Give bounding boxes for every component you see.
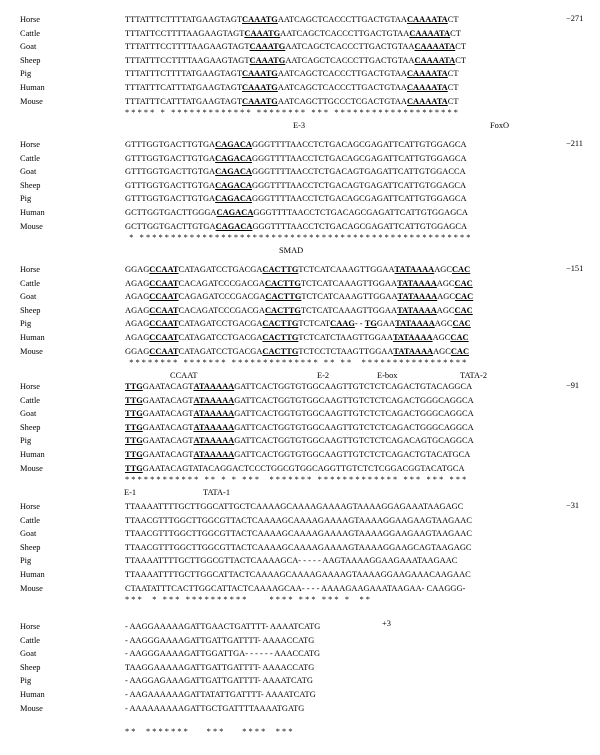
sequence: GTTTGGTGACTTGTGACAGACAGGGTTTTAACCTCTGACAGTGAGATTCATTGTGGACCA <box>125 167 466 177</box>
species-name: Mouse <box>20 221 43 231</box>
species-name: Mouse <box>20 96 43 106</box>
motif: CAGACA <box>216 208 254 217</box>
motif: CACTTG <box>262 333 299 342</box>
position-label: −151 <box>566 264 584 273</box>
motif: CAAAATA <box>409 28 451 38</box>
motif: TATAAAA <box>397 292 438 302</box>
motif: CACTTG <box>264 305 301 315</box>
sequence: TTGGAATACAGTATACAGGACTCCCTGGCGTGGCAGGTTGTCTCTCGGACGGTACATGCA <box>125 463 465 473</box>
motif: CACTTG <box>262 346 299 356</box>
species-name: Human <box>20 333 45 342</box>
motif: CAGACA <box>215 140 252 149</box>
motif: ATAAAAA <box>193 382 235 391</box>
position-label: −91 <box>566 381 580 390</box>
sequence: - AAGGAGAAAGATTGATTGATTTT- AAAATCATG <box>125 676 313 686</box>
position-label: −31 <box>566 501 580 510</box>
species-name: Sheep <box>20 55 41 65</box>
sequence: TTAACGTTTGGCTTGGCGTTACTCAAAAGCAAAAGAAAAGTAAAAGGAAGCAGTAAGAGC <box>125 542 472 552</box>
motif: CAGACA <box>215 153 252 163</box>
motif: CAAATG <box>244 28 281 38</box>
species-name: Pig <box>20 436 32 446</box>
motif: CAAATG <box>249 55 286 65</box>
motif: TG <box>364 319 377 329</box>
motif: CAC <box>454 292 474 302</box>
motif-label: CCAAT <box>170 371 198 381</box>
species-name: Cattle <box>20 635 41 645</box>
motif: TTG <box>125 436 143 446</box>
motif-label: TATA-1 <box>203 488 231 498</box>
motif: ATAAAAA <box>193 409 235 419</box>
motif: CAC <box>450 333 469 342</box>
sequence: - AAAAAAAAAGATTGCTGATTTTAAAATGATG <box>125 703 305 713</box>
species-name: Human <box>20 570 45 579</box>
species-name: Pig <box>20 676 32 686</box>
species-name: Mouse <box>20 583 43 593</box>
species-name: Human <box>20 208 45 217</box>
species-name: Sheep <box>20 305 41 315</box>
species-name: Cattle <box>20 278 41 288</box>
sequence: TTGGAATACAGTATAAAAAGATTCACTGGTGTGGCAAGTTGTCTCTCAGACTGGGCAGGCA <box>125 395 474 405</box>
sequence: GGAGCCAATCATAGATCCTGACGACACTTGTCTCCTCTAAGTTGGAATATAAAAAGCCAC <box>125 346 470 356</box>
position-label: +3 <box>382 619 391 628</box>
conservation-stars: * * * * * * * * * * * * * * * * * * * * * * * * * * * * * * * * * * * * * * * * * * * * * * * * * * * * * * <box>125 233 471 243</box>
species-name: Mouse <box>20 463 43 473</box>
motif-label: E-2 <box>317 371 330 381</box>
motif: CAAAATA <box>406 69 448 79</box>
motif-label: E-box <box>377 371 398 381</box>
motif: TTG <box>125 395 143 405</box>
sequence: GCTTGGTGACTTGTGACAGACAGGGTTTTAACCTCTGACAGCGAGATTCATTGTGGAGCA <box>125 221 468 231</box>
conservation-stars: * * * * * * * * * * * * * * * * * * * <box>125 727 293 737</box>
motif-label: TATA-2 <box>460 371 488 381</box>
conservation-stars: * * * * * * * * * * * * * * * * * * * * * * * * * * * * * * * * * * * * * * * * * * * * * * * * <box>125 475 467 485</box>
motif: TATAAAA <box>394 265 435 274</box>
sequence: AGAGCCAATCATAGATCCTGACGACACTTGTCTCATCAAG- - TGGAATATAAAAAGCCAC <box>125 319 471 329</box>
motif-label: SMAD <box>279 246 304 256</box>
sequence: - AAGAAAAAAGATTATATTGATTTT- AAAATCATG <box>125 690 316 699</box>
motif-label: FoxO <box>490 121 510 131</box>
species-name: Goat <box>20 42 37 52</box>
motif: TTG <box>125 409 143 419</box>
sequence: TTAACGTTTGGCTTGGCGTTACTCAAAAGCAAAAGAAAAGTAAAAGGAAGAAGTAAGAAC <box>125 515 472 525</box>
motif: CAC <box>454 305 473 315</box>
motif: CAAATG <box>242 15 278 24</box>
motif: CAAAATA <box>406 15 448 24</box>
species-name: Goat <box>20 167 37 177</box>
motif: CAAAATA <box>406 96 448 106</box>
species-name: Pig <box>20 69 32 79</box>
motif: CAAAATA <box>414 42 456 52</box>
motif: TATAAAA <box>393 346 434 356</box>
sequence: GTTTGGTGACTTGTGACAGACAGGGTTTTAACCTCTGACAGCGAGATTCATTGTGGAGCA <box>125 153 467 163</box>
motif: TATAAAA <box>397 278 437 288</box>
sequence: TTTATTTCTTTTATGAAGTAGTCAAATGAATCAGCTCACCCTTGACTGTAACAAAATACT <box>125 15 459 24</box>
motif: TTG <box>125 422 143 432</box>
species-name: Goat <box>20 409 37 419</box>
species-name: Horse <box>20 382 41 391</box>
species-name: Human <box>20 690 45 699</box>
species-name: Goat <box>20 292 37 302</box>
species-name: Cattle <box>20 515 41 525</box>
species-name: Mouse <box>20 346 43 356</box>
motif: TATAAAA <box>392 333 433 342</box>
position-label: −271 <box>566 14 584 23</box>
species-name: Pig <box>20 556 32 566</box>
motif: CAC <box>454 278 473 288</box>
motif: CAC <box>450 346 470 356</box>
sequence: TTTATTCCTTTTAAGAAGTAGTCAAATGAATCAGCTCACCCTTGACTGTAACAAAATACT <box>125 28 461 38</box>
motif: CCAAT <box>149 278 179 288</box>
conservation-stars: * * * * * * * * * * * * * * * * * * * * * * * * * * * * * * <box>125 595 370 605</box>
motif: TTG <box>125 450 143 459</box>
motif: CAC <box>451 265 471 274</box>
motif: CAGACA <box>215 221 253 231</box>
sequence: TTGGAATACAGTATAAAAAGATTCACTGGTGTGGCAAGTTGTCTCTCAGACTGGGCAGGCA <box>125 422 474 432</box>
species-name: Cattle <box>20 28 41 38</box>
sequence: TTAACGTTTGGCTTGGCGTTACTCAAAAGCAAAAGAAAAGTAAAAGGAAGAAGTAAGAAC <box>125 529 472 539</box>
sequence: TTTATTTCATTTATGAAGTAGTCAAATGAATCAGCTCACCCTTGACTGTAACAAAATACT <box>125 83 459 92</box>
motif: ATAAAAA <box>193 422 235 432</box>
motif: TTG <box>125 463 143 473</box>
motif: CCAAT <box>149 346 179 356</box>
motif: CCAAT <box>149 292 179 302</box>
species-name: Horse <box>20 140 41 149</box>
species-name: Horse <box>20 502 41 511</box>
sequence: GTTTGGTGACTTGTGACAGACAGGGTTTTAACCTCTGACAGTGAGATTCATTGTGGAGCA <box>125 180 467 190</box>
sequence: TAAGGAAAAAGATTGATTGATTTT- AAAACCATG <box>125 662 315 672</box>
species-name: Sheep <box>20 662 41 672</box>
motif: CCAAT <box>149 319 179 329</box>
motif: CAAATG <box>249 42 286 52</box>
species-name: Sheep <box>20 422 41 432</box>
conservation-stars: * * * * * * * * * * * * * * * * * * * * * * * * * * * * * * * * * * * * * * * * * * * * * * * * * * <box>125 108 458 118</box>
species-name: Pig <box>20 319 32 329</box>
motif: CAAG <box>330 319 355 329</box>
sequence: TTAAAATTTTGCTTGGCATTACTCAAAAGCAAAAGAAAAGTAAAAGGAAGAAACAAGAAC <box>125 570 471 579</box>
sequence: TTGGAATACAGTATAAAAAGATTCACTGGTGTGGCAAGTTGTCTCTCAGACTGGGCAGGCA <box>125 409 474 419</box>
motif: CAGACA <box>215 167 252 177</box>
sequence: TTAAAATTTTGCTTGGCATTGCTCAAAAGCAAAAGAAAAGTAAAAGGAGAAATAAGAGC <box>125 502 464 511</box>
motif: CAAATG <box>242 69 278 79</box>
sequence: TTTATTTCATTTATGAAGTAGTCAAATGAATCAGCTTGCCCTCGACTGTAACAAAATACT <box>125 96 459 106</box>
species-name: Cattle <box>20 153 41 163</box>
sequence: - AAGGGAAAAGATTGGATTGA- - - - - - AAACCATG <box>125 649 321 659</box>
species-name: Sheep <box>20 180 41 190</box>
sequence: TTGGAATACAGTATAAAAAGATTCACTGGTGTGGCAAGTTGTCTCTCAGACTGTACATGCA <box>125 450 471 459</box>
sequence: GTTTGGTGACTTGTGACAGACAGGGTTTTAACCTCTGACAGCGAGATTCATTGTGGAGCA <box>125 194 467 204</box>
sequence: AGAGCCAATCACAGATCCCGACGACACTTGTCTCATCAAAGTTGGAATATAAAAAGCCAC <box>125 278 473 288</box>
motif: CACTTG <box>262 265 299 274</box>
sequence: AGAGCCAATCACAGATCCCGACGACACTTGTCTCATCAAAGTTGGAATATAAAAAGCCAC <box>125 305 473 315</box>
species-name: Horse <box>20 15 41 24</box>
species-name: Human <box>20 450 45 459</box>
motif: TATAAAA <box>397 305 437 315</box>
motif: ATAAAAA <box>193 395 235 405</box>
motif: CACTTG <box>262 319 299 329</box>
motif: ATAAAAA <box>193 450 235 459</box>
sequence: AGAGCCAATCAGAGATCCCGACGACACTTGTCTCATCAAAGTTGGAATATAAAAAGCCAC <box>125 292 474 302</box>
motif: CAGACA <box>215 194 252 204</box>
motif: CCAAT <box>149 265 179 274</box>
sequence: TTAAAATTTTGCTTGGCGTTACTCAAAAGCA- - - - - AAGTAAAAGGAAGAAATAAGAAC <box>125 556 458 566</box>
motif: TATAAAA <box>395 319 435 329</box>
motif-label: E-1 <box>124 488 137 498</box>
motif: CACTTG <box>265 292 302 302</box>
position-label: −211 <box>566 139 583 148</box>
motif: CCAAT <box>149 305 179 315</box>
motif: CAAAATA <box>414 55 456 65</box>
motif: CCAAT <box>149 333 179 342</box>
species-name: Sheep <box>20 542 41 552</box>
sequence: GTTTGGTGACTTGTGACAGACAGGGTTTTAACCTCTGACAGCGAGATTCATTGTGGAGCA <box>125 140 467 149</box>
sequence: GGAGCCAATCATAGATCCTGACGACACTTGTCTCATCAAAGTTGGAATATAAAAAGCCAC <box>125 265 471 274</box>
motif: CACTTG <box>264 278 301 288</box>
motif: ATAAAAA <box>193 436 235 446</box>
species-name: Human <box>20 83 45 92</box>
sequence: TTGGAATACAGTATAAAAAGATTCACTGGTGTGGCAAGTTGTCTCTCAGACTGTACAGGCA <box>125 382 473 391</box>
motif: CAAAATA <box>406 83 448 92</box>
species-name: Pig <box>20 194 32 204</box>
species-name: Mouse <box>20 703 43 713</box>
species-name: Cattle <box>20 395 41 405</box>
motif: CAGACA <box>215 180 252 190</box>
sequence: TTTATTTCCTTTTAAGAAGTAGTCAAATGAATCAGCTCACCCTTGACTGTAACAAAATACT <box>125 42 466 52</box>
species-name: Horse <box>20 265 41 274</box>
motif: CAC <box>452 319 471 329</box>
species-name: Goat <box>20 529 37 539</box>
sequence: CTAATATTTCACTTGGCATTACTCAAAAGCAA- - - - AAAAGAAGAAATAAGAA- CAAGGG- <box>125 583 466 593</box>
sequence: AGAGCCAATCATAGATCCTGACGACACTTGTCTCATCTAAGTTGGAATATAAAAAGCCAC <box>125 333 469 342</box>
species-name: Goat <box>20 649 37 659</box>
sequence: TTTATTTCCTTTTAAGAAGTAGTCAAATGAATCAGCTCACCCTTGACTGTAACAAAATACT <box>125 55 466 65</box>
sequence: - AAGGGAAAAGATTGATTGATTTT- AAAACCATG <box>125 635 315 645</box>
motif: TTG <box>125 382 143 391</box>
conservation-stars: * * * * * * * * * * * * * * * * * * * * * * * * * * * * * * * * * * * * * * * * * * * * * * * * * * <box>125 358 467 368</box>
motif: CAAATG <box>242 83 278 92</box>
sequence: TTTATTTCTTTTATGAAGTAGTCAAATGAATCAGCTCACCCTTGACTGTAACAAAATACT <box>125 69 459 79</box>
motif: CAAATG <box>242 96 278 106</box>
motif-label: E-3 <box>293 121 306 131</box>
species-name: Horse <box>20 622 41 631</box>
sequence: GCTTGGTGACTTGGGACAGACAGGGTTTTAACCTCTGACAGCGAGATTCATTGTGGAGCA <box>125 208 468 217</box>
sequence: TTGGAATACAGTATAAAAAGATTCACTGGTGTGGCAAGTTGTCTCTCAGACAGTGCAGGCA <box>125 436 474 446</box>
sequence: - AAGGAAAAAGATTGAACTGATTTT- AAAATCATG <box>125 622 321 631</box>
